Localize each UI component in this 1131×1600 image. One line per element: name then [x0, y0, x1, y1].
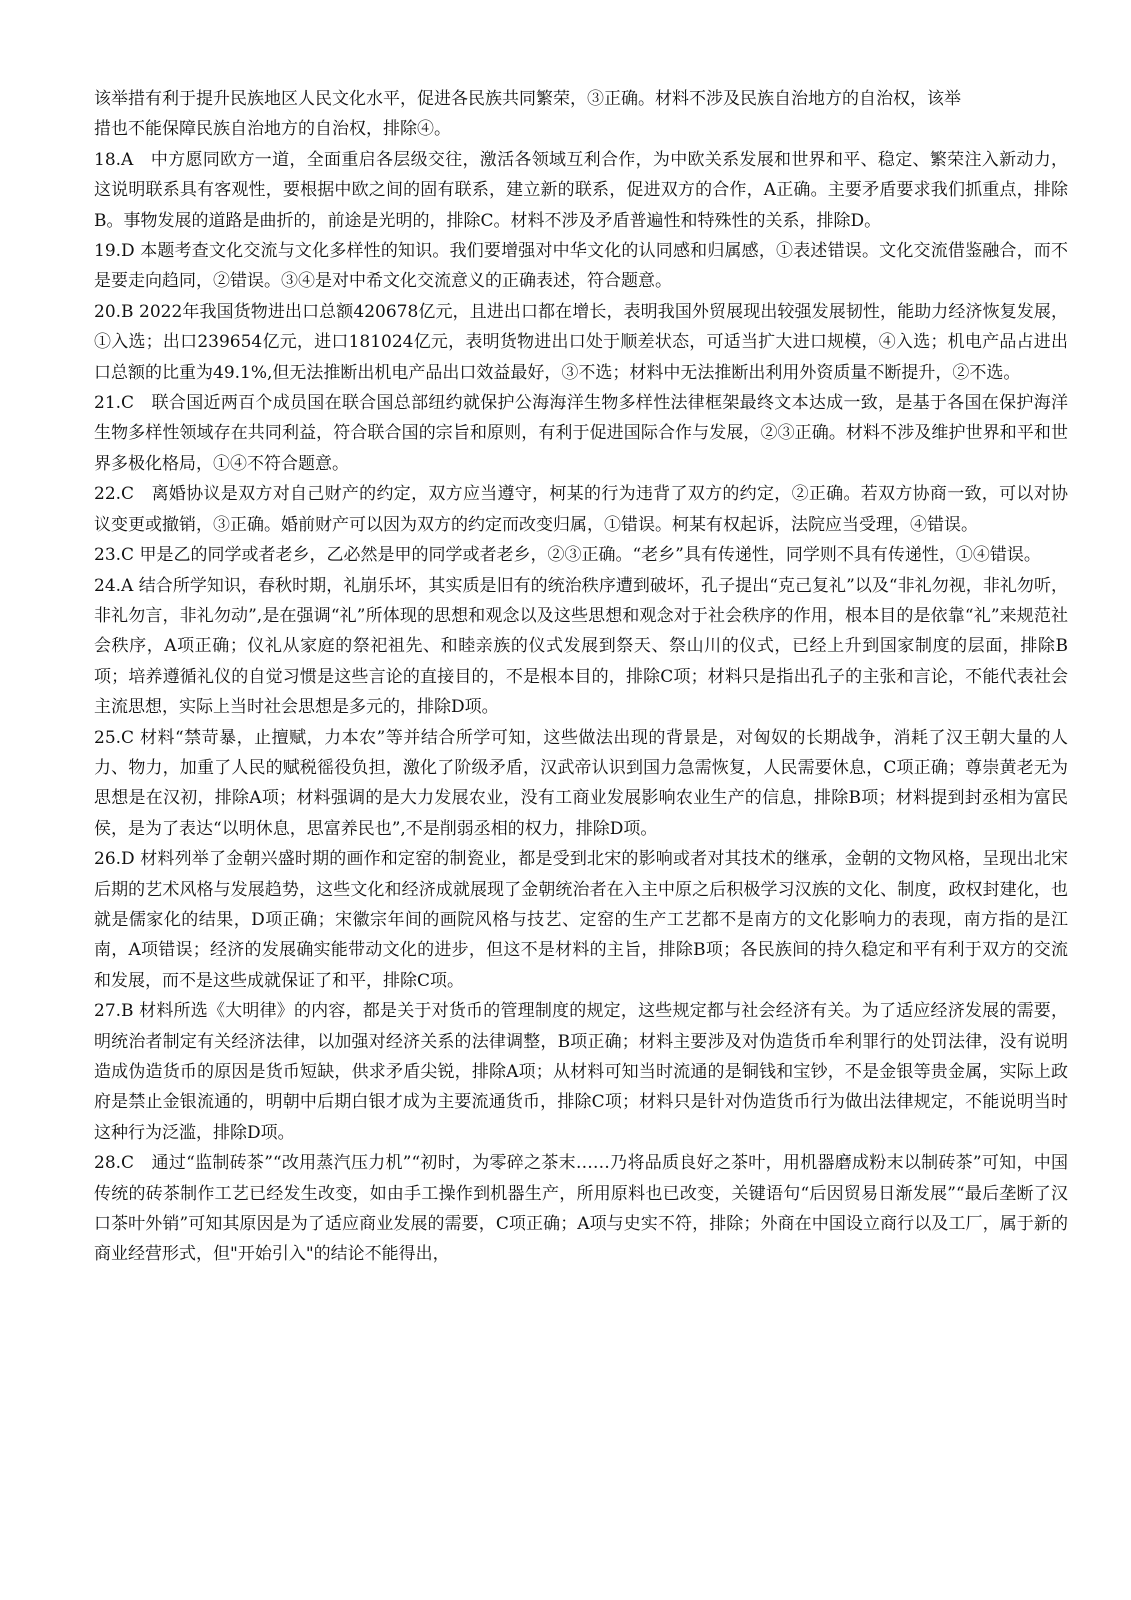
paragraph-answer-20: 20.B 2022年我国货物进出口总额420678亿元，且进出口都在增长，表明我国外贸展现出较强发展韧性，能助力经济恢复发展，①入选；出口239654亿元，进口181024亿元，表明货物进出口处于顺差状态，可适当扩大进口规模，④入选；机电产品占进出口总额的比重为49.1%,但无法推断出机电产品出口效益最好，③不选；材料中无法推断出利用外资质量不断提升，②不选。	[94, 301, 1068, 383]
paragraph-answer-19: 19.D 本题考查文化交流与文化多样性的知识。我们要增强对中华文化的认同感和归属感，①表述错误。文化交流借鉴融合，而不是要走向趋同，②错误。③④是对中希文化交流意义的正确表述，符合题意。	[94, 241, 1068, 292]
paragraph-answer-23: 23.C 甲是乙的同学或者老乡，乙必然是甲的同学或者老乡，②③正确。“老乡”具有传递性，同学则不具有传递性，①④错误。	[94, 545, 1041, 566]
paragraph-answer-27: 27.B 材料所选《大明律》的内容，都是关于对货币的管理制度的规定，这些规定都与社会经济有关。为了适应经济发展的需要，明统治者制定有关经济法律，以加强对经济关系的法律调整，B项正确；材料主要涉及对伪造货币牟利罪行的处罚法律，没有说明造成伪造货币的原因是货币短缺，供求矛盾尖锐，排除A项；从材料可知当时流通的是铜钱和宝钞，不是金银等贵金属，实际上政府是禁止金银流通的，明朝中后期白银才成为主要流通货币，排除C项；材料只是针对伪造货币行为做出法律规定，不能说明当时这种行为泛滥，排除D项。	[94, 1001, 1068, 1143]
paragraph-answer-18: 18.A 中方愿同欧方一道，全面重启各层级交往，激活各领域互利合作，为中欧关系发展和世界和平、稳定、繁荣注入新动力，这说明联系具有客观性，要根据中欧之间的固有联系，建立新的联系，促进双方的合作，A正确。主要矛盾要求我们抓重点，排除B。事物发展的道路是曲折的，前途是光明的，排除C。材料不涉及矛盾普遍性和特殊性的关系，排除D。	[94, 149, 1068, 231]
paragraph-answer-24: 24.A 结合所学知识，春秋时期，礼崩乐坏，其实质是旧有的统治秩序遭到破坏，孔子提出“克己复礼”以及“非礼勿视，非礼勿听，非礼勿言，非礼勿动”,是在强调“礼”所体现的思想和观念以及这些思想和观念对于社会秩序的作用，根本目的是依靠“礼”来规范社会秩序，A项正确；仪礼从家庭的祭祀祖先、和睦亲族的仪式发展到祭天、祭山川的仪式，已经上升到国家制度的层面，排除B项；培养遵循礼仪的自觉习惯是这些言论的直接目的，不是根本目的，排除C项；材料只是指出孔子的主张和言论，不能代表社会主流思想，实际上当时社会思想是多元的，排除D项。	[94, 575, 1068, 718]
paragraph-answer-25: 25.C 材料“禁苛暴，止擅赋，力本农”等并结合所学可知，这些做法出现的背景是，对匈奴的长期战争，消耗了汉王朝大量的人力、物力，加重了人民的赋税徭役负担，激化了阶级矛盾，汉武帝认识到国力急需恢复，人民需要休息，C项正确；尊崇黄老无为思想是在汉初，排除A项；材料强调的是大力发展农业，没有工商业发展影响农业生产的信息，排除B项；材料提到封丞相为富民侯，是为了表达“以明休息，思富养民也”,不是削弱丞相的权力，排除D项。	[94, 727, 1068, 839]
paragraph-answer-28: 28.C 通过“监制砖茶”“改用蒸汽压力机”“初时，为零碎之茶末……乃将品质良好之茶叶，用机器磨成粉末以制砖茶”可知，中国传统的砖茶制作工艺已经发生改变，如由手工操作到机器生产，所用原料也已改变，关键语句“后因贸易日渐发展”“最后垄断了汉口茶叶外销”可知其原因是为了适应商业发展的需要，C项正确；A项与史实不符，排除；外商在中国设立商行以及工厂，属于新的商业经营形式，但"开始引入"的结论不能得出，	[94, 1153, 1068, 1265]
answer-explanation-page	[94, 84, 1068, 1270]
paragraph-answer-22: 22.C 离婚协议是双方对自己财产的约定，双方应当遵守，柯某的行为违背了双方的约定，②正确。若双方协商一致，可以对协议变更或撤销，③正确。婚前财产可以因为双方的约定而改变归属，①错误。柯某有权起诉，法院应当受理，④错误。	[94, 484, 1068, 535]
paragraph-answer-26: 26.D 材料列举了金朝兴盛时期的画作和定窑的制瓷业，都是受到北宋的影响或者对其技术的继承，金朝的文物风格，呈现出北宋后期的艺术风格与发展趋势，这些文化和经济成就展现了金朝统治者在入主中原之后积极学习汉族的文化、制度，政权封建化，也就是儒家化的结果，D项正确；宋徽宗年间的画院风格与技艺、定窑的生产工艺都不是南方的文化影响力的表现，南方指的是江南，A项错误；经济的发展确实能带动文化的进步，但这不是材料的主旨，排除B项；各民族间的持久稳定和平有利于双方的交流和发展，而不是这些成就保证了和平，排除C项。	[94, 849, 1068, 991]
paragraph-answer-21: 21.C 联合国近两百个成员国在联合国总部纽约就保护公海海洋生物多样性法律框架最终文本达成一致，是基于各国在保护海洋生物多样性领域存在共同利益，符合联合国的宗旨和原则，有利于促进国际合作与发展，②③正确。材料不涉及维护世界和平和世界多极化格局，①④不符合题意。	[94, 393, 1068, 474]
paragraph-17-continuation: 该举措有利于提升民族地区人民文化水平，促进各民族共同繁荣，③正确。材料不涉及民族自治地方的自治权，该举措也不能保障民族自治地方的自治权，排除④。	[94, 89, 961, 140]
